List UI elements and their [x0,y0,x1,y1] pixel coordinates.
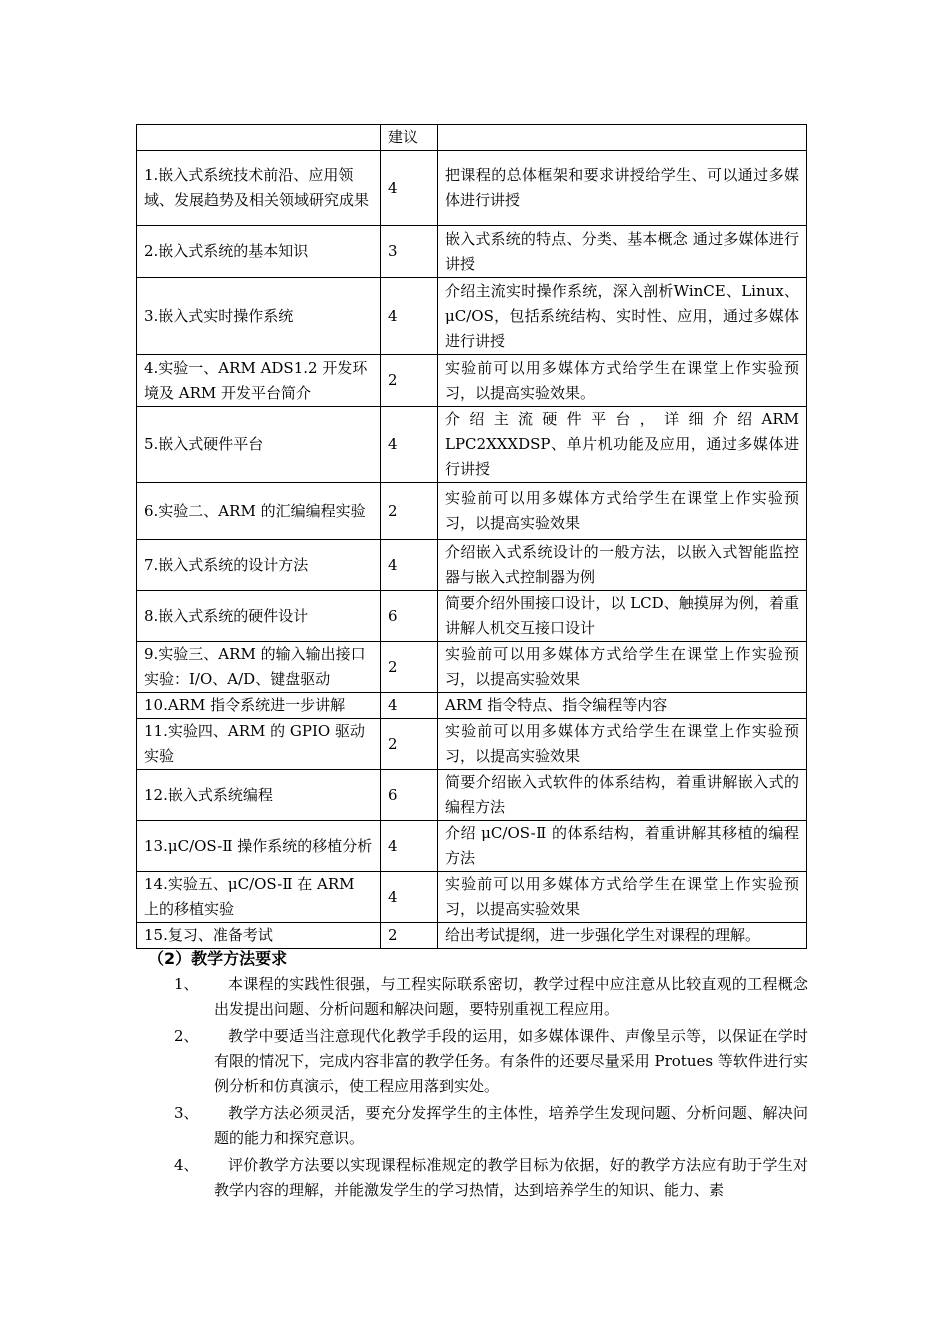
topic-cell: 13.μC/OS-Ⅱ 操作系统的移植分析 [137,821,381,872]
hours-cell: 4 [381,693,438,719]
desc-cell: ARM 指令特点、指令编程等内容 [438,693,807,719]
list-item [160,1024,808,1099]
table-header-row [137,125,807,151]
desc-cell: 实验前可以用多媒体方式给学生在课堂上作实验预习，以提高实验效果 [438,483,807,540]
table-row [137,407,807,483]
topic-cell: 9.实验三、ARM 的输入输出接口实验：I/O、A/D、键盘驱动 [137,642,381,693]
hours-cell: 2 [381,642,438,693]
topic-cell: 14.实验五、μC/OS-Ⅱ 在 ARM 上的移植实验 [137,872,381,923]
list-item-text: 教学方法必须灵活，要充分发挥学生的主体性，培养学生发现问题、分析问题、解决问题的能力和探究意识。 [214,1104,808,1147]
table-row [137,151,807,226]
desc-cell: 实验前可以用多媒体方式给学生在课堂上作实验预习，以提高实验效果 [438,872,807,923]
list-item-text: 教学中要适当注意现代化教学手段的运用，如多媒体课件、声像呈示等，以保证在学时有限的情况下，完成内容非富的教学任务。有条件的还要尽量采用 Protues 等软件进行实例分析和仿真演示，使工程应用落到实处。 [214,1027,808,1095]
hours-cell: 2 [381,483,438,540]
table-row [137,278,807,355]
topic-cell: 7.嵌入式系统的设计方法 [137,540,381,591]
desc-cell: 实验前可以用多媒体方式给学生在课堂上作实验预习，以提高实验效果。 [438,355,807,407]
hours-cell: 4 [381,540,438,591]
table-row [137,693,807,719]
list-item [160,972,808,1022]
list-item-text: 评价教学方法要以实现课程标准规定的教学目标为依据，好的教学方法应有助于学生对教学内容的理解，并能激发学生的学习热情，达到培养学生的知识、能力、素 [214,1156,808,1199]
topic-cell: 11.实验四、ARM 的 GPIO 驱动实验 [137,719,381,770]
desc-cell: 介绍嵌入式系统设计的一般方法，以嵌入式智能监控器与嵌入式控制器为例 [438,540,807,591]
desc-cell: 实验前可以用多媒体方式给学生在课堂上作实验预习，以提高实验效果 [438,642,807,693]
desc-cell: 简要介绍外围接口设计，以 LCD、触摸屏为例，着重讲解人机交互接口设计 [438,591,807,642]
hours-cell: 6 [381,591,438,642]
hours-cell: 4 [381,872,438,923]
desc-cell: 把课程的总体框架和要求讲授给学生、可以通过多媒体进行讲授 [438,151,807,226]
hours-cell: 4 [381,151,438,226]
section-title: （2）教学方法要求 [148,949,288,968]
topic-cell: 5.嵌入式硬件平台 [137,407,381,483]
hours-cell: 2 [381,355,438,407]
list-item-number: 3、 [174,1104,199,1122]
table-row [137,355,807,407]
table-row [137,483,807,540]
table-row [137,226,807,278]
topic-cell: 15.复习、准备考试 [137,923,381,949]
hours-cell: 3 [381,226,438,278]
table-row [137,821,807,872]
topic-cell: 4.实验一、ARM ADS1.2 开发环境及 ARM 开发平台简介 [137,355,381,407]
list-item-number: 1、 [174,975,199,993]
list-item-number: 2、 [174,1027,199,1045]
table-row [137,540,807,591]
hours-cell: 4 [381,821,438,872]
topic-cell: 6.实验二、ARM 的汇编编程实验 [137,483,381,540]
topic-cell: 3.嵌入式实时操作系统 [137,278,381,355]
table-row [137,770,807,821]
table-row [137,872,807,923]
desc-cell: 介绍主流实时操作系统，深入剖析WinCE、Linux、μC/OS，包括系统结构、实时性、应用，通过多媒体进行讲授 [438,278,807,355]
hours-cell: 2 [381,719,438,770]
desc-cell: 介绍 μC/OS-Ⅱ 的体系结构，着重讲解其移植的编程方法 [438,821,807,872]
list-item [160,1101,808,1151]
hours-cell: 4 [381,278,438,355]
topic-cell: 1.嵌入式系统技术前沿、应用领域、发展趋势及相关领域研究成果 [137,151,381,226]
topic-cell: 8.嵌入式系统的硬件设计 [137,591,381,642]
table-row [137,923,807,949]
course-schedule-table [136,124,807,949]
table-row [137,591,807,642]
header-cell-topic [137,125,381,151]
list-item-number: 4、 [174,1156,199,1174]
list-item [160,1153,808,1203]
desc-cell: 介绍主流硬件平台，详细介绍ARM LPC2XXXDSP、单片机功能及应用，通过多媒体进行讲授 [438,407,807,483]
desc-cell: 给出考试提纲，进一步强化学生对课程的理解。 [438,923,807,949]
topic-cell: 10.ARM 指令系统进一步讲解 [137,693,381,719]
table-row [137,642,807,693]
desc-cell: 嵌入式系统的特点、分类、基本概念 通过多媒体进行讲授 [438,226,807,278]
hours-cell: 6 [381,770,438,821]
hours-cell: 4 [381,407,438,483]
topic-cell: 2.嵌入式系统的基本知识 [137,226,381,278]
teaching-method-list [160,972,808,1205]
desc-cell: 实验前可以用多媒体方式给学生在课堂上作实验预习，以提高实验效果 [438,719,807,770]
header-cell-desc [438,125,807,151]
hours-cell: 2 [381,923,438,949]
desc-cell: 简要介绍嵌入式软件的体系结构，着重讲解嵌入式的编程方法 [438,770,807,821]
topic-cell: 12.嵌入式系统编程 [137,770,381,821]
header-cell-hours: 建议 [381,125,438,151]
list-item-text: 本课程的实践性很强，与工程实际联系密切，教学过程中应注意从比较直观的工程概念出发提出问题、分析问题和解决问题，要特别重视工程应用。 [214,975,808,1018]
table-row [137,719,807,770]
